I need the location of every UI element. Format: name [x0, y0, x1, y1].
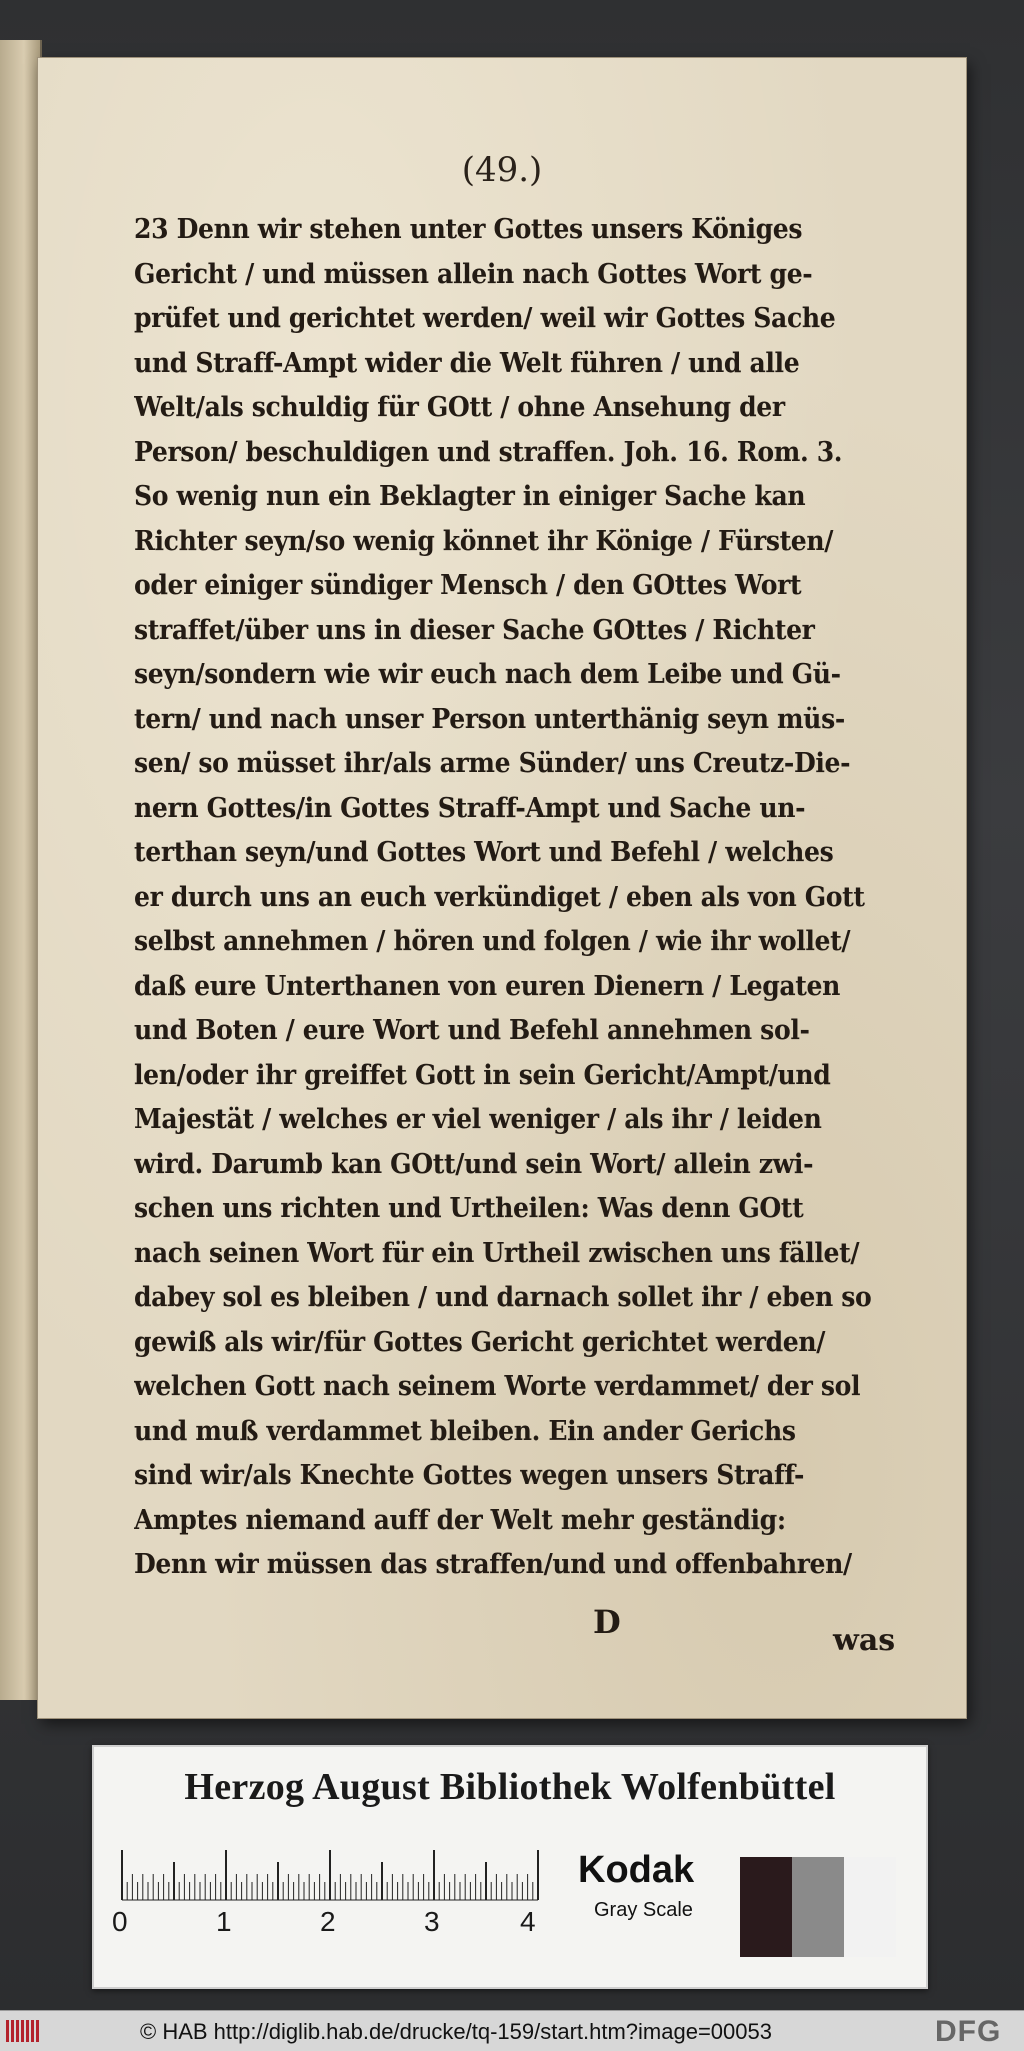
text-line: 23 Denn wir stehen unter Gottes unsers Königes	[134, 214, 803, 245]
text-line: terthan seyn/und Gottes Wort und Befehl / welches	[134, 837, 834, 868]
hab-logo-bar	[31, 2020, 34, 2042]
kodak-brand: Kodak	[578, 1849, 695, 1891]
text-line: seyn/sondern wie wir euch nach dem Leibe und Gü-	[134, 659, 841, 690]
text-line: sind wir/als Knechte Gottes wegen unsers Straff-	[134, 1460, 805, 1491]
hab-logo-bar	[26, 2020, 29, 2042]
text-line: Richter seyn/so wenig könnet ihr Könige / Fürsten/	[134, 525, 834, 557]
text-line: nach seinen Wort für ein Urtheil zwischen uns fället/	[134, 1237, 860, 1269]
adjacent-page-edge	[0, 40, 42, 1700]
text-line: Denn wir müssen das straffen/und und offenbahren/	[134, 1549, 852, 1580]
text-line: und Boten / eure Wort und Befehl annehmen sol-	[134, 1015, 810, 1046]
text-line: und Straff-Ampt wider die Welt führen / und alle	[134, 347, 800, 379]
swatch-mid	[792, 1857, 844, 1957]
gray-scale-label: Gray Scale	[594, 1899, 693, 1921]
text-line: tern/ und nach unser Person unterthänig seyn müs-	[134, 703, 845, 735]
text-line: len/oder ihr greiffet Gott in sein Gericht/Ampt/und	[134, 1059, 831, 1091]
text-line: gewiß als wir/für Gottes Gericht gerichtet werden/	[134, 1326, 826, 1358]
ruler-number-2: 2	[320, 1906, 336, 1937]
hab-logo-bar	[36, 2020, 39, 2042]
ruler-ticks	[120, 1842, 640, 1904]
ruler-number-4: 4	[520, 1906, 536, 1937]
hab-logo-bar	[16, 2020, 19, 2042]
text-line: welchen Gott nach seinem Worte verdammet/ der sol	[134, 1371, 861, 1402]
text-line: und muß verdammet bleiben. Ein ander Gerichs	[134, 1415, 796, 1447]
hab-barcode-icon	[6, 2020, 42, 2042]
catchword: was	[833, 1623, 896, 1658]
text-line: nern Gottes/in Gottes Straff-Ampt und Sache un-	[134, 792, 806, 824]
calibration-card	[92, 1745, 928, 1989]
text-line: Gericht / und müssen allein nach Gottes Wort ge-	[134, 258, 813, 290]
copyright-url[interactable]: © HAB http://diglib.hab.de/drucke/tq-159/start.htm?image=00053	[140, 2019, 772, 2044]
library-name: Herzog August Bibliothek Wolfenbüttel	[184, 1766, 836, 1808]
text-line: daß eure Unterthanen von euren Dienern / Legaten	[134, 970, 841, 1002]
hab-logo-bar	[21, 2020, 24, 2042]
text-line: prüfet und gerichtet werden/ weil wir Gottes Sache	[134, 303, 836, 334]
ruler-number-3: 3	[424, 1906, 440, 1937]
hab-logo-bar	[11, 2020, 14, 2042]
text-line: straffet/über uns in dieser Sache GOttes / Richter	[134, 614, 815, 646]
ruler-number-1: 1	[216, 1906, 232, 1937]
text-line: sen/ so müsset ihr/als arme Sünder/ uns Creutz-Die-	[134, 748, 851, 779]
text-line: wird. Darumb kan GOtt/und sein Wort/ allein zwi-	[134, 1148, 814, 1180]
signature-mark: D	[593, 1603, 621, 1641]
text-line: dabey sol es bleiben / und darnach sollet ihr / eben so	[134, 1282, 872, 1313]
text-line: Person/ beschuldigen und straffen. Joh. 16. Rom. 3.	[134, 436, 843, 468]
text-line: Welt/als schuldig für GOtt / ohne Ansehung der	[134, 392, 785, 423]
text-line: So wenig nun ein Beklagter in einiger Sache kan	[134, 481, 806, 512]
text-line: schen uns richten und Urtheilen: Was denn GOtt	[134, 1193, 804, 1224]
text-line: Majestät / welches er viel weniger / als ihr / leiden	[134, 1104, 822, 1135]
dfg-logo: DFG	[935, 2015, 1002, 2048]
ruler-number-0: 0	[112, 1906, 128, 1937]
ruler	[112, 1842, 640, 1942]
footer-bar	[0, 2010, 1024, 2051]
swatch-dark	[740, 1857, 792, 1957]
text-line: er durch uns an euch verkündiget / eben als von Gott	[134, 881, 865, 913]
hab-logo-bar	[6, 2020, 9, 2042]
page-number: (49.)	[461, 150, 543, 190]
page-text-block	[134, 208, 954, 1588]
swatch-light	[844, 1857, 896, 1957]
text-line: oder einiger sündiger Mensch / den GOttes Wort	[134, 570, 802, 601]
book-page	[38, 58, 966, 1718]
text-line: Amptes niemand auff der Welt mehr geständig:	[134, 1504, 786, 1536]
text-line: selbst annehmen / hören und folgen / wie ihr wollet/	[134, 926, 851, 957]
